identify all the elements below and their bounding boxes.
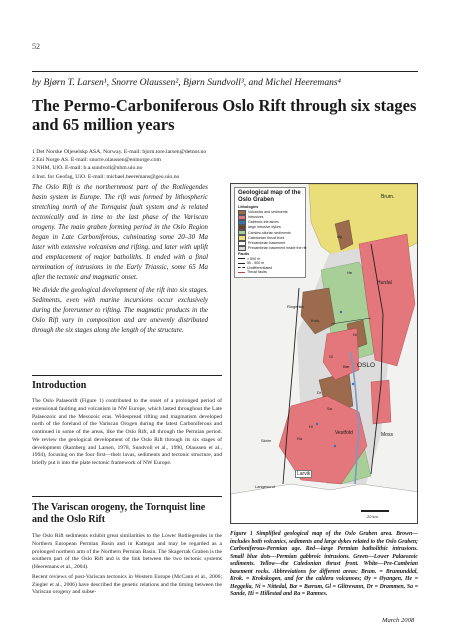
legend-line [238, 272, 245, 273]
figure-caption: Figure 1 Simplified geological map of the Oslo Graben area. Brown—includes both volcanics, sediments and large dykes related to the Oslo Graben; Carboniferous-Permian age. Red—large Permian batholithic intrusions. Small blue dots—Permian gabbroic intrusions. Green—Lower Palaeozoic sediments. Yellow—the Caledonian thrust front. White—Pre-Cambrian basement rocks. Abbreviations for different areas: Brum. = Brumunddal, Krok. = Krokskogen, and for the caldera volcanoes; Øy = Øyangen, He = Heggelia, Ni = Nittedal, Bæ = Bærum, Gl = Glitrevann, Dr = Drammen, Sa = Sande, Hi = Hillestad and Ra = Ramnes. [230, 531, 418, 597]
legend-label: Intrusives [248, 214, 264, 219]
legend-line [238, 263, 245, 264]
section-heading-variscan: The Variscan orogeny, the Tornquist line and the Oslo Rift [32, 502, 206, 525]
legend-label: Thrust faults [247, 270, 267, 275]
map-label-moss: Moss [381, 432, 393, 438]
abstract-paragraph: We divide the geological development of the rift into six stages. Sediments, even with marine incursions occur exclusively during the forerunner to rifting. The magmatic products in the Oslo Rift vary in composition and are unevenly distributed through the six stages along the length of the structure. [32, 287, 208, 334]
legend-item [238, 246, 307, 251]
map-label-skrim: Skrim [261, 438, 272, 443]
section-heading-introduction: Introduction [32, 380, 87, 391]
page-number: 52 [32, 42, 40, 51]
map-label-krok: Krok. [311, 318, 321, 323]
map-label-langesund: Langesund [255, 484, 275, 489]
affiliations [32, 148, 432, 181]
legend-label: Volcanics and sediments [248, 209, 288, 214]
legend-label: Undifferentiated [247, 265, 273, 270]
map-label-ra: Ra [297, 436, 303, 441]
legend-swatch [238, 246, 246, 251]
map-label-gl: Gl [329, 354, 333, 359]
legend-line [238, 258, 245, 259]
abstract-paragraph: The Oslo Rift is the northernmost part of the Rotliegendes basin system in Europe. The rift was formed by lithospheric stretching north of the Tornquist fault system and is related tectonically and in time to the last phase of the Variscan orogeny. The main graben forming period in the Oslo Region began in Late Carboniferous, culminating some 20–30 Ma later with extensive volcanism and rifting, and later with uplift and emplacement of major batholiths. It ended with a final termination of intrusions in the Early Triassic, some 65 Ma after the tectonic and magmatic onset. [32, 184, 208, 281]
body-paragraph: Recent reviews of post-Variscan tectonics in Western Europe (McCann et al., 2006; Ziegler et al., 2006) have described the genetic relations and the timing between the Variscan orogeny and subse- [32, 573, 222, 596]
legend-label: Precambrian basement inside the rift [248, 246, 307, 251]
map-label-hi: Hi [309, 424, 313, 429]
legend-label: 50 - 500 m [247, 261, 265, 266]
map-label-vestfold: Vestfold [335, 430, 353, 436]
authors: by Bjørn T. Larsen¹, Snorre Olaussen², Bjørn Sundvoll³, and Michel Heeremans⁴ [32, 77, 341, 88]
legend-label: large intrusive dykes [248, 225, 281, 230]
body-paragraph: The Oslo Palaeorift (Figure 1) contributed to the onset of a prolonged period of extensional faulting and volcanism in NW Europe, which lasted throughout the Late Palaeozoic and the Mesozoic eras. Widespread rifting and magmatism developed north of the foreland of the Variscan Orogen during the latest Carboniferous and continued in some of the areas, like the Oslo Rift, all through the Permian period. We review the geological development of the Oslo Rift through its six stages of development (Ramberg and Larsen, 1978, Sundvoll et al., 1990, Olaussen et al., 1994), focusing on the four first—their lavas, sediments and tectonic structure, and briefly put it into the plate tectonic framework of NW Europe. [32, 398, 222, 466]
page-footer-date: March 2008 [382, 617, 415, 624]
section-body-introduction [32, 398, 222, 470]
section-rule [32, 375, 222, 376]
affiliation-item: 4 Inst. for Geofag, UiO. E-mail: michael.heeremans@geo.uio.no [32, 173, 180, 180]
legend-label: Caledonian thrust front [248, 235, 285, 240]
map-label-he: He [347, 270, 353, 275]
map-label-dr: Dr [317, 390, 322, 395]
legend-title: Geological map of the Oslo Graben [238, 190, 301, 203]
section-rule [32, 496, 222, 497]
map-label-bae: Bæ [343, 364, 350, 369]
map-label-oslo: OSLO [357, 362, 376, 369]
geological-map-figure [230, 183, 418, 524]
legend-faults-heading: Faults [238, 252, 250, 256]
legend-line [238, 267, 245, 268]
affiliation-item: 2 Eni Norge AS. E-mail: snorre.olaussen@eninorge.com [32, 157, 161, 164]
affiliation-item: 3 NHM, UiO. E-mail: b.a.sundvoll@nhm.uio.no [32, 165, 143, 172]
legend-lithologies-heading: Lithologies [238, 205, 259, 209]
article-title: The Permo-Carboniferous Oslo Rift through six stages and 65 million years [32, 96, 417, 134]
legend-label: Cambro-silurian sediments [248, 230, 291, 235]
section-body-variscan [32, 533, 222, 599]
map-legend [234, 187, 306, 278]
top-rule [32, 71, 418, 72]
legend-label: > 500 m [247, 256, 261, 261]
body-paragraph: The Oslo Rift sediments exhibit great similarities to the Lower Rotliegendes in the Northern European Permian Basin and in Kattegat and may be regarded as a prolonged northern arm of the Northern Permian Basin. The Skagerrak Graben is the southern part of the Oslo Rift and is the link between the two tectonic systems (Heeremans et al., 2004). [32, 533, 222, 570]
legend-item [238, 270, 302, 275]
map-scale-label: 20 km [367, 514, 378, 519]
map-label-larvik: Larvik [297, 471, 311, 477]
map-label-oy: Øy [337, 234, 343, 239]
abstract [32, 183, 208, 339]
map-label-hurdal: Hurdal [377, 280, 392, 286]
legend-label: Gabbroic intrusives [248, 220, 279, 225]
map-label-brum: Brum. [381, 194, 395, 200]
affiliation-item: 1 Det Norske Oljeselskp ASA, Norway. E-mail: bjorn.tore.larsen@detnor.no [32, 149, 207, 155]
legend-label: Precambrian basement [248, 240, 286, 245]
map-label-sa: Sa [327, 406, 332, 411]
map-label-ni: Ni [353, 332, 357, 337]
map-label-ringerike: Ringerike [287, 304, 304, 309]
